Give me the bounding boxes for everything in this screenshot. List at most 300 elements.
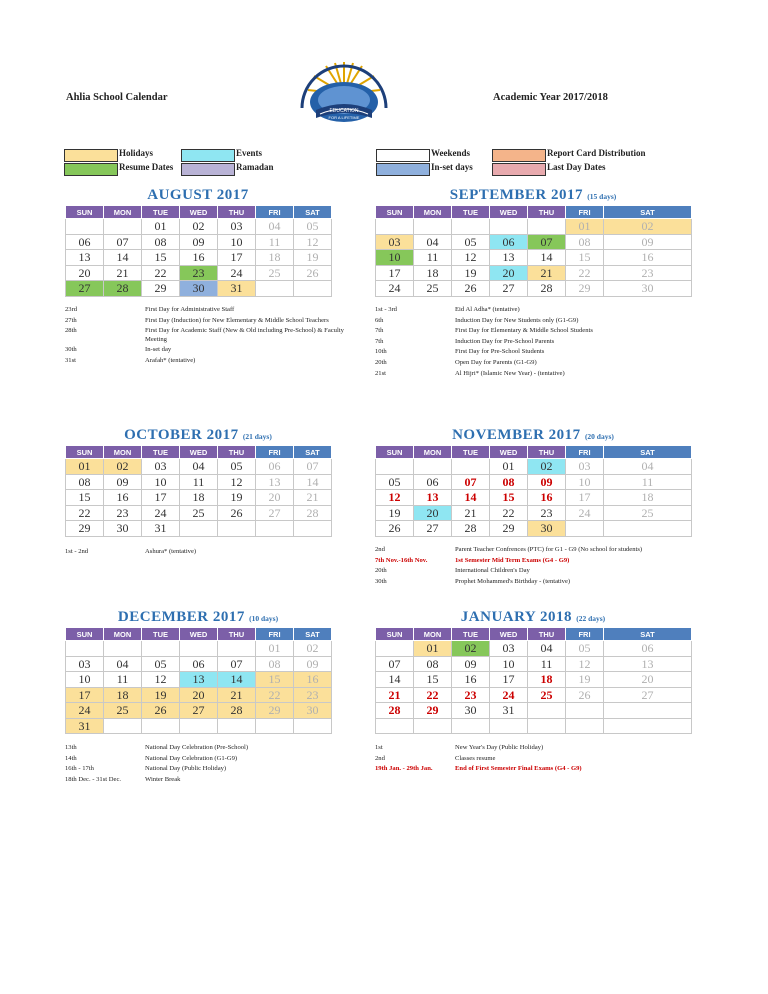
- note-row: [65, 776, 345, 785]
- note-row: [65, 548, 345, 557]
- weekday-header-tue: TUE: [452, 206, 490, 219]
- day-cell: 13: [66, 250, 104, 266]
- day-cell: 01: [142, 219, 180, 235]
- month-day-count: (20 days): [584, 432, 614, 441]
- note-date: 16th - 17th: [65, 765, 94, 773]
- note-text: New Year's Day (Public Holiday): [455, 744, 544, 751]
- week-row: [66, 718, 332, 734]
- note-date: 30th: [65, 346, 77, 354]
- day-cell: 12: [452, 250, 490, 266]
- weekday-header-mon: MON: [414, 206, 452, 219]
- weekday-header-thu: THU: [218, 446, 256, 459]
- note-text: National Day Celebration (G1-G9): [145, 754, 238, 762]
- day-cell: [566, 521, 604, 537]
- weekday-header-mon: MON: [104, 446, 142, 459]
- month-title-january: [375, 609, 691, 626]
- month-name: DECEMBER 2017: [117, 609, 250, 625]
- note-date: 2nd: [375, 754, 385, 762]
- note-row: [375, 348, 655, 357]
- note-date: 7th: [375, 327, 384, 335]
- day-cell: 30: [104, 521, 142, 537]
- day-cell: 26: [294, 265, 332, 281]
- note-row: [375, 578, 655, 587]
- day-cell: 03: [490, 641, 528, 657]
- day-cell: 24: [218, 265, 256, 281]
- note-date: 10th: [375, 348, 387, 356]
- day-cell: [566, 718, 604, 734]
- weekday-header-wed: WED: [180, 446, 218, 459]
- day-cell: 16: [104, 490, 142, 506]
- weekday-header-tue: TUE: [452, 628, 490, 641]
- note-date: 18th Dec. - 31st Dec.: [65, 775, 122, 783]
- day-cell: 22: [256, 687, 294, 703]
- month-name: OCTOBER 2017: [124, 427, 243, 443]
- day-cell: 17: [142, 490, 180, 506]
- day-cell: 16: [604, 250, 692, 266]
- day-cell: 29: [414, 703, 452, 719]
- day-cell: 23: [180, 265, 218, 281]
- week-row: [376, 687, 692, 703]
- weekday-header-wed: WED: [490, 206, 528, 219]
- day-cell: 11: [180, 474, 218, 490]
- day-cell: 07: [452, 474, 490, 490]
- day-cell: [528, 219, 566, 235]
- day-cell: 20: [66, 265, 104, 281]
- day-cell: 25: [256, 265, 294, 281]
- day-cell: 07: [528, 234, 566, 250]
- week-row: [376, 656, 692, 672]
- day-cell: 10: [376, 250, 414, 266]
- day-cell: 17: [490, 672, 528, 688]
- note-text: First Day (Induction) for New Elementary & Middle School Teachers: [145, 316, 329, 324]
- day-cell: [142, 718, 180, 734]
- legend-swatch-ramadan: [181, 163, 235, 176]
- day-cell: 24: [66, 703, 104, 719]
- week-row: [66, 656, 332, 672]
- day-cell: 21: [528, 265, 566, 281]
- note-date: 20th: [375, 358, 387, 366]
- day-cell: 12: [142, 672, 180, 688]
- weekday-header-wed: WED: [490, 446, 528, 459]
- day-cell: [452, 459, 490, 475]
- week-row: [376, 521, 692, 537]
- day-cell: 06: [180, 656, 218, 672]
- note-text: 1st Semester Mid Term Exams (G4 - G9): [455, 556, 570, 564]
- day-cell: 07: [376, 656, 414, 672]
- day-cell: 23: [294, 687, 332, 703]
- weekday-header-tue: TUE: [142, 206, 180, 219]
- day-cell: [104, 641, 142, 657]
- day-cell: [142, 641, 180, 657]
- note-date: 30th: [375, 577, 387, 585]
- day-cell: 16: [294, 672, 332, 688]
- day-cell: 06: [256, 459, 294, 475]
- day-cell: [604, 703, 692, 719]
- month-name: JANUARY 2018: [460, 609, 577, 625]
- day-cell: 20: [180, 687, 218, 703]
- note-text: End of First Semester Final Exams (G4 - G9): [455, 765, 582, 773]
- weekday-header-thu: THU: [528, 628, 566, 641]
- day-cell: 18: [414, 265, 452, 281]
- day-cell: 17: [376, 265, 414, 281]
- notes-december: [65, 744, 345, 786]
- note-text: Open Day for Parents (G1-G9): [455, 358, 537, 366]
- weekday-header-thu: THU: [218, 206, 256, 219]
- day-cell: 05: [142, 656, 180, 672]
- week-row: [66, 641, 332, 657]
- day-cell: 01: [414, 641, 452, 657]
- month-title-september: [375, 187, 691, 204]
- day-cell: [218, 641, 256, 657]
- day-cell: 30: [604, 281, 692, 297]
- note-text: Classes resume: [455, 754, 496, 762]
- day-cell: 19: [376, 505, 414, 521]
- day-cell: 02: [452, 641, 490, 657]
- day-cell: [104, 718, 142, 734]
- day-cell: 01: [66, 459, 104, 475]
- note-text: National Day (Public Holiday): [145, 765, 227, 773]
- day-cell: 22: [566, 265, 604, 281]
- note-date: 7th: [375, 337, 384, 345]
- weekday-header-tue: TUE: [142, 628, 180, 641]
- day-cell: 01: [490, 459, 528, 475]
- svg-text:FOR A LIFETIME: FOR A LIFETIME: [328, 115, 360, 120]
- day-cell: 09: [180, 234, 218, 250]
- day-cell: 09: [104, 474, 142, 490]
- day-cell: 01: [566, 219, 604, 235]
- week-row: [66, 234, 332, 250]
- month-title-august: [65, 187, 331, 204]
- note-date: 28th: [65, 327, 77, 335]
- notes-october: [65, 548, 345, 559]
- day-cell: 29: [490, 521, 528, 537]
- note-date: 14th: [65, 754, 77, 762]
- day-cell: 12: [218, 474, 256, 490]
- day-cell: 31: [142, 521, 180, 537]
- note-row: [65, 306, 345, 315]
- school-calendar-title: Ahlia School Calendar: [66, 92, 168, 103]
- week-row: [376, 250, 692, 266]
- day-cell: 27: [180, 703, 218, 719]
- note-text: In-set day: [145, 346, 172, 354]
- day-cell: 11: [256, 234, 294, 250]
- day-cell: 20: [414, 505, 452, 521]
- day-cell: 22: [66, 505, 104, 521]
- day-cell: 22: [490, 505, 528, 521]
- day-cell: 22: [414, 687, 452, 703]
- day-cell: 19: [294, 250, 332, 266]
- day-cell: 23: [528, 505, 566, 521]
- day-cell: 12: [294, 234, 332, 250]
- day-cell: 21: [376, 687, 414, 703]
- day-cell: [66, 219, 104, 235]
- day-cell: 10: [490, 656, 528, 672]
- day-cell: 12: [376, 490, 414, 506]
- weekday-header-fri: FRI: [256, 628, 294, 641]
- day-cell: 30: [180, 281, 218, 297]
- day-cell: 11: [104, 672, 142, 688]
- day-cell: 17: [218, 250, 256, 266]
- day-cell: 31: [490, 703, 528, 719]
- weekday-header-mon: MON: [104, 206, 142, 219]
- day-cell: [490, 219, 528, 235]
- day-cell: 11: [528, 656, 566, 672]
- day-cell: 18: [604, 490, 692, 506]
- legend-label-report: Report Card Distribution: [547, 148, 646, 158]
- day-cell: [376, 641, 414, 657]
- day-cell: 26: [376, 521, 414, 537]
- day-cell: 22: [142, 265, 180, 281]
- day-cell: 31: [66, 718, 104, 734]
- day-cell: [604, 718, 692, 734]
- day-cell: 13: [180, 672, 218, 688]
- month-title-october: [65, 427, 331, 444]
- day-cell: 14: [218, 672, 256, 688]
- day-cell: [218, 718, 256, 734]
- day-cell: 29: [566, 281, 604, 297]
- day-cell: 06: [490, 234, 528, 250]
- day-cell: 02: [104, 459, 142, 475]
- legend-swatch-lastday: [492, 163, 546, 176]
- day-cell: [294, 718, 332, 734]
- day-cell: 14: [452, 490, 490, 506]
- day-cell: 05: [452, 234, 490, 250]
- day-cell: 21: [294, 490, 332, 506]
- day-cell: 05: [376, 474, 414, 490]
- day-cell: 20: [490, 265, 528, 281]
- day-cell: 21: [452, 505, 490, 521]
- note-text: Al Hijri* (Islamic New Year) - (tentative): [455, 369, 565, 377]
- day-cell: [414, 459, 452, 475]
- day-cell: 06: [604, 641, 692, 657]
- day-cell: 05: [218, 459, 256, 475]
- day-cell: 27: [256, 505, 294, 521]
- note-text: First Day for Academic Staff (New & Old including Pre-School) & Faculty Meeting: [145, 327, 344, 343]
- month-name: AUGUST 2017: [147, 187, 249, 203]
- day-cell: 30: [452, 703, 490, 719]
- day-cell: 08: [256, 656, 294, 672]
- month-day-count: (22 days): [576, 614, 606, 623]
- day-cell: [452, 718, 490, 734]
- weekday-header-tue: TUE: [142, 446, 180, 459]
- day-cell: [66, 641, 104, 657]
- day-cell: 15: [142, 250, 180, 266]
- notes-january: [375, 744, 655, 776]
- day-cell: 28: [528, 281, 566, 297]
- week-row: [66, 281, 332, 297]
- weekday-header-fri: FRI: [256, 446, 294, 459]
- day-cell: 13: [490, 250, 528, 266]
- day-cell: 15: [566, 250, 604, 266]
- day-cell: 09: [604, 234, 692, 250]
- day-cell: 10: [566, 474, 604, 490]
- note-date: 6th: [375, 316, 384, 324]
- day-cell: 01: [256, 641, 294, 657]
- day-cell: [180, 641, 218, 657]
- legend-label-event: Events: [236, 148, 263, 158]
- legend-swatch-holiday: [64, 149, 118, 162]
- day-cell: 25: [104, 703, 142, 719]
- day-cell: 04: [414, 234, 452, 250]
- legend-label-ramadan: Ramadan: [236, 162, 274, 172]
- note-row: [65, 744, 345, 753]
- week-row: [66, 521, 332, 537]
- note-row: [375, 327, 655, 336]
- week-row: [376, 703, 692, 719]
- legend-label-resume: Resume Dates: [119, 162, 174, 172]
- day-cell: 02: [294, 641, 332, 657]
- day-cell: [256, 521, 294, 537]
- day-cell: [180, 521, 218, 537]
- weekday-header-fri: FRI: [566, 446, 604, 459]
- calendar-table-november: [375, 445, 692, 537]
- note-text: Ashura* (tentative): [145, 548, 197, 555]
- day-cell: 18: [528, 672, 566, 688]
- day-cell: 02: [528, 459, 566, 475]
- note-row: [65, 357, 345, 366]
- day-cell: 27: [490, 281, 528, 297]
- day-cell: 09: [528, 474, 566, 490]
- note-row: [375, 546, 655, 555]
- month-day-count: (10 days): [249, 614, 279, 623]
- week-row: [66, 505, 332, 521]
- note-row: [375, 557, 655, 566]
- note-row: [375, 338, 655, 347]
- weekday-header-sat: SAT: [294, 206, 332, 219]
- week-row: [66, 219, 332, 235]
- day-cell: 26: [566, 687, 604, 703]
- day-cell: 18: [104, 687, 142, 703]
- day-cell: 27: [414, 521, 452, 537]
- day-cell: 14: [294, 474, 332, 490]
- day-cell: 02: [180, 219, 218, 235]
- day-cell: 15: [66, 490, 104, 506]
- weekday-header-sat: SAT: [604, 628, 692, 641]
- note-date: 20th: [375, 567, 387, 575]
- day-cell: [528, 718, 566, 734]
- day-cell: 23: [452, 687, 490, 703]
- day-cell: 10: [142, 474, 180, 490]
- day-cell: 21: [104, 265, 142, 281]
- day-cell: [376, 459, 414, 475]
- day-cell: 10: [218, 234, 256, 250]
- day-cell: 27: [604, 687, 692, 703]
- legend-swatch-event: [181, 149, 235, 162]
- note-text: International Children's Day: [455, 567, 530, 575]
- day-cell: [376, 718, 414, 734]
- calendar-table-september: [375, 205, 692, 297]
- week-row: [66, 474, 332, 490]
- weekday-header-wed: WED: [180, 628, 218, 641]
- weekday-header-sat: SAT: [294, 628, 332, 641]
- notes-august: [65, 306, 345, 368]
- legend-label-lastday: Last Day Dates: [547, 162, 606, 172]
- day-cell: 11: [604, 474, 692, 490]
- day-cell: 04: [256, 219, 294, 235]
- day-cell: 19: [452, 265, 490, 281]
- week-row: [376, 641, 692, 657]
- weekday-header-thu: THU: [528, 446, 566, 459]
- day-cell: 28: [376, 703, 414, 719]
- day-cell: 17: [66, 687, 104, 703]
- weekday-header-fri: FRI: [566, 206, 604, 219]
- day-cell: 16: [452, 672, 490, 688]
- note-date: 1st - 2nd: [65, 548, 89, 555]
- day-cell: 18: [256, 250, 294, 266]
- day-cell: 05: [294, 219, 332, 235]
- note-date: 1st: [375, 744, 383, 751]
- day-cell: 26: [218, 505, 256, 521]
- legend-label-holiday: Holidays: [119, 148, 154, 158]
- note-row: [375, 370, 655, 379]
- day-cell: 13: [604, 656, 692, 672]
- note-text: National Day Celebration (Pre-School): [145, 744, 249, 751]
- note-row: [65, 327, 345, 344]
- day-cell: 24: [566, 505, 604, 521]
- note-text: Induction Day for New Students only (G1-G9): [455, 316, 579, 324]
- month-day-count: (21 days): [242, 432, 272, 441]
- weekday-header-sun: SUN: [376, 628, 414, 641]
- weekday-header-thu: THU: [218, 628, 256, 641]
- day-cell: [256, 281, 294, 297]
- weekday-header-thu: THU: [528, 206, 566, 219]
- day-cell: 20: [256, 490, 294, 506]
- day-cell: 07: [104, 234, 142, 250]
- day-cell: 28: [452, 521, 490, 537]
- day-cell: 06: [414, 474, 452, 490]
- week-row: [376, 672, 692, 688]
- day-cell: 04: [180, 459, 218, 475]
- day-cell: 15: [490, 490, 528, 506]
- note-text: Eid Al Adha* (tentative): [455, 306, 520, 313]
- weekday-header-sun: SUN: [66, 628, 104, 641]
- day-cell: 17: [566, 490, 604, 506]
- day-cell: 04: [528, 641, 566, 657]
- day-cell: 02: [604, 219, 692, 235]
- day-cell: [452, 219, 490, 235]
- day-cell: 04: [604, 459, 692, 475]
- weekday-header-tue: TUE: [452, 446, 490, 459]
- day-cell: 11: [414, 250, 452, 266]
- note-text: Induction Day for Pre-School Parents: [455, 337, 555, 345]
- note-text: First Day for Administrative Staff: [145, 306, 235, 313]
- weekday-header-sat: SAT: [604, 446, 692, 459]
- day-cell: 25: [414, 281, 452, 297]
- day-cell: 23: [104, 505, 142, 521]
- day-cell: [218, 521, 256, 537]
- calendar-table-october: [65, 445, 332, 537]
- day-cell: [376, 219, 414, 235]
- note-row: [65, 317, 345, 326]
- day-cell: 23: [604, 265, 692, 281]
- week-row: [376, 265, 692, 281]
- day-cell: 13: [256, 474, 294, 490]
- day-cell: 08: [142, 234, 180, 250]
- weekday-header-mon: MON: [104, 628, 142, 641]
- day-cell: 24: [490, 687, 528, 703]
- note-date: 2nd: [375, 546, 385, 553]
- month-title-november: [375, 427, 691, 444]
- month-day-count: (15 days): [587, 192, 617, 201]
- note-date: 23rd: [65, 306, 78, 313]
- day-cell: 06: [66, 234, 104, 250]
- svg-text:EDUCATION: EDUCATION: [329, 108, 359, 114]
- day-cell: [104, 219, 142, 235]
- note-date: 21st: [375, 369, 386, 377]
- day-cell: 26: [142, 703, 180, 719]
- day-cell: 29: [66, 521, 104, 537]
- day-cell: 03: [218, 219, 256, 235]
